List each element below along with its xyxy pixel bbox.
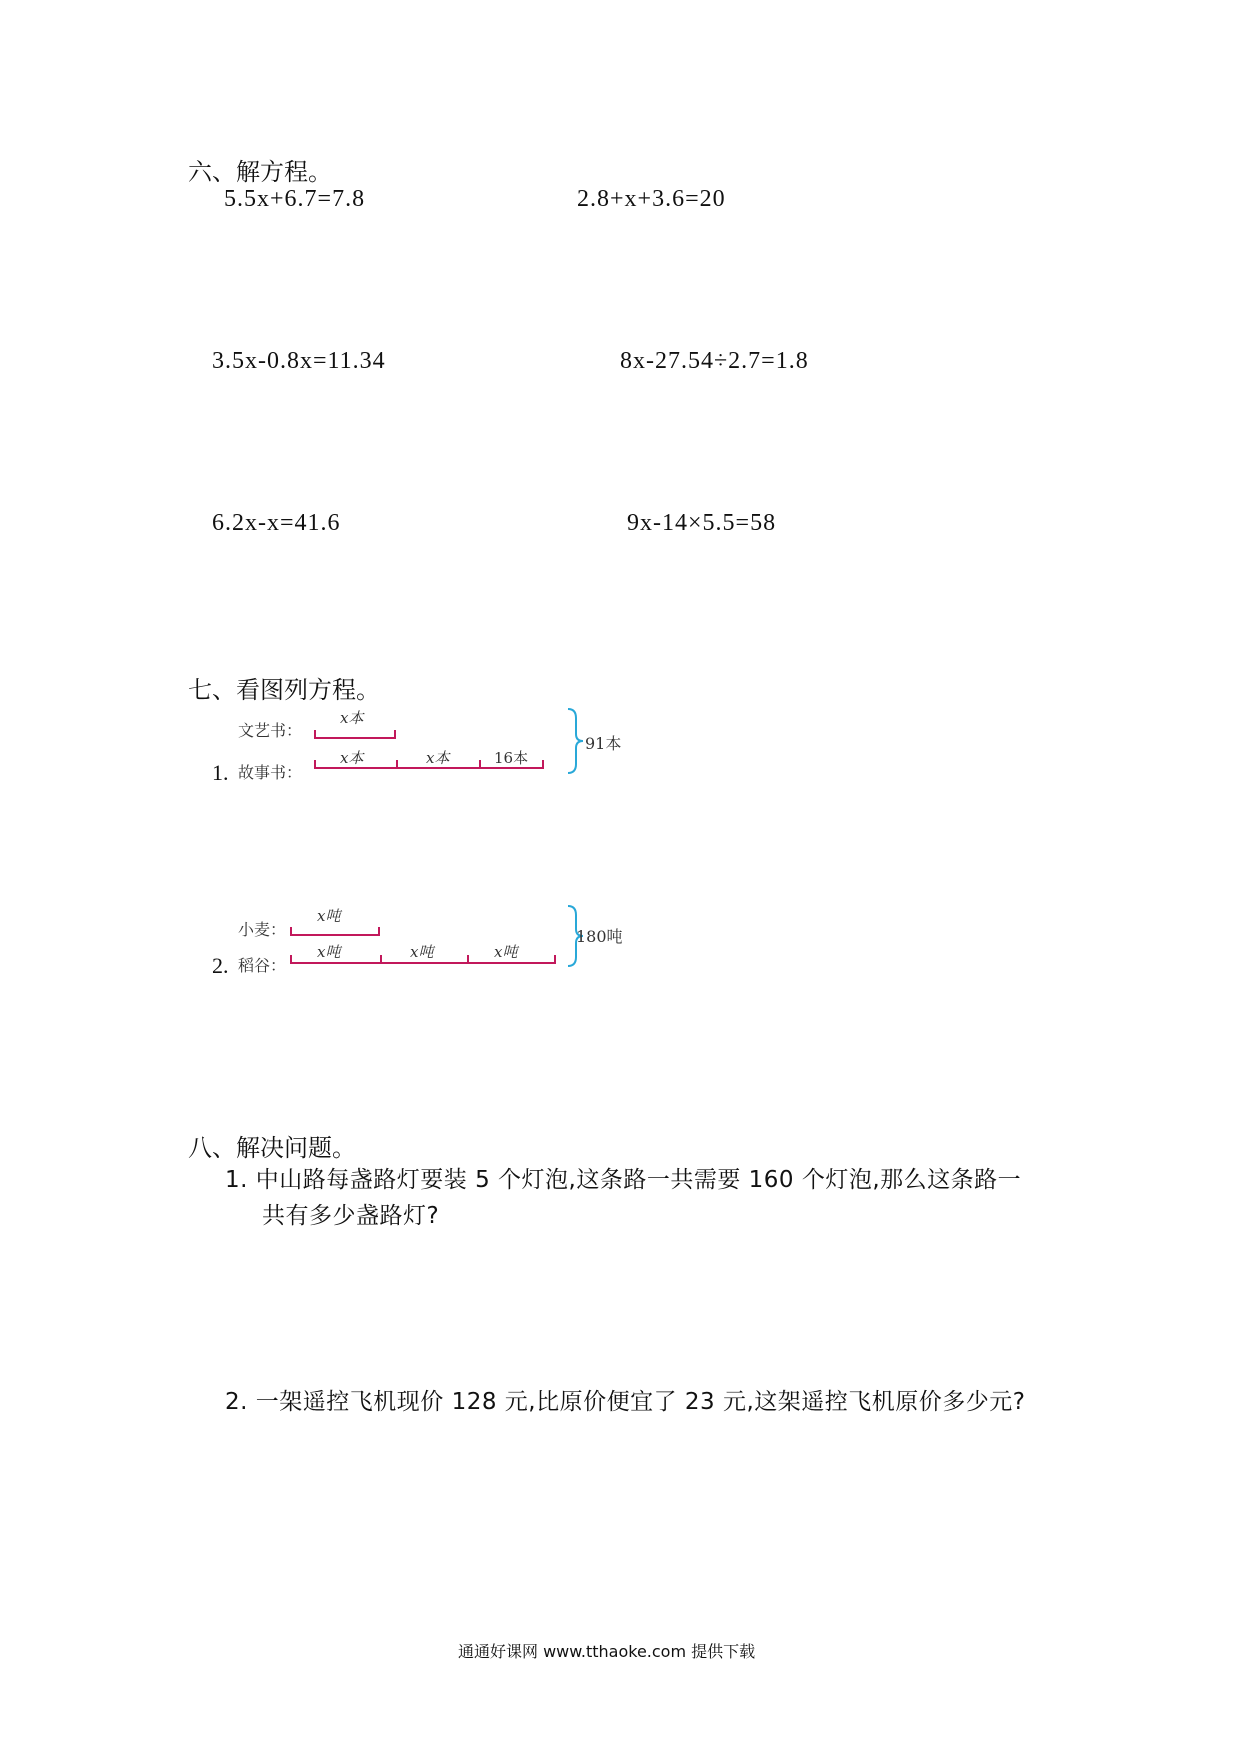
diagram-2-row2-segment: x吨 [317,943,341,961]
equation-3: 3.5x-0.8x=11.34 [212,348,386,374]
diagram-2-row2-segment: x吨 [410,943,434,961]
diagram-2-tick [378,927,380,934]
problem-1-line-2: 共有多少盏路灯? [262,1203,440,1229]
equation-4: 8x-27.54÷2.7=1.8 [620,348,809,374]
diagram-2-row2-segment: x吨 [494,943,518,961]
diagram-2-tick [554,955,556,962]
section-6-title: 六、解方程。 [188,158,332,186]
diagram-1-row2-segment: x本 [426,749,450,767]
diagram-2-tick [290,927,292,934]
diagram-2-row2-bar [290,962,556,964]
section-7-title: 七、看图列方程。 [188,676,380,704]
problem-1-line-1: 1. 中山路每盏路灯要装 5 个灯泡,这条路一共需要 160 个灯泡,那么这条路一 [225,1167,1022,1193]
diagram-1-row2-label: 故事书： [238,763,303,782]
diagram-2-tick [467,955,469,962]
diagram-1-tick [479,760,481,767]
diagram-1-row2-segment: 16本 [494,749,529,767]
diagram-1-tick [314,760,316,767]
equation-5: 6.2x-x=41.6 [212,510,341,536]
diagram-1-brace [566,708,584,774]
diagram-2-row1-bar [290,934,380,936]
diagram-2-row1-label: 小麦： [238,920,287,939]
problem-2: 2. 一架遥控飞机现价 128 元,比原价便宜了 23 元,这架遥控飞机原价多少元? [225,1389,1026,1415]
equation-1: 5.5x+6.7=7.8 [224,186,366,212]
diagram-1-row1-segment: x本 [340,709,364,727]
equation-2: 2.8+x+3.6=20 [577,186,726,212]
footer-credit: 通通好课网 www.tthaoke.com 提供下载 [458,1642,756,1661]
diagram-1-tick [314,730,316,737]
diagram-2-tick [380,955,382,962]
diagram-1-tick [394,730,396,737]
equation-6: 9x-14×5.5=58 [627,510,777,536]
diagram-1-tick [396,760,398,767]
diagram-2-row1-segment: x吨 [317,907,341,925]
diagram-1-tick [542,760,544,767]
diagram-1-total: 91本 [585,734,622,753]
diagram-1-row2-segment: x本 [340,749,364,767]
diagram-1-number: 1. [212,760,229,785]
diagram-2-tick [290,955,292,962]
section-8-title: 八、解决问题。 [188,1134,356,1162]
diagram-2-row2-label: 稻谷： [238,956,287,975]
diagram-2-total: 180吨 [576,927,623,946]
diagram-1-row1-label: 文艺书： [238,721,303,740]
diagram-1-row2-bar [314,767,544,769]
diagram-1-row1-bar [314,737,396,739]
diagram-2-number: 2. [212,953,229,978]
